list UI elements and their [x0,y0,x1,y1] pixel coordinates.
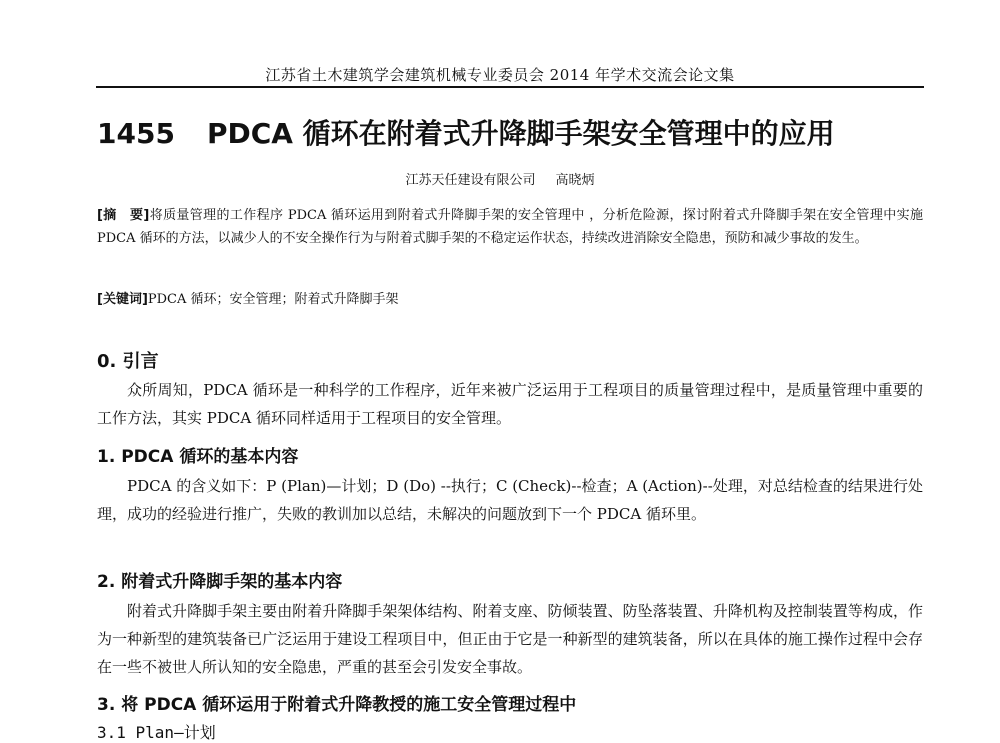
keywords-label: [关键词] [97,292,148,307]
section-paragraph-introduction: 众所周知，PDCA 循环是一种科学的工作程序，近年来被广泛运用于工程项目的质量管理过程中，是质量管理中重要的工作方法，其实 PDCA 循环同样适用于工程项目的安全管理。 [97,381,923,427]
author-line [0,169,1000,188]
article-title-row [97,112,927,152]
section-heading-pdca-basics: 1. PDCA 循环的基本内容 [97,447,299,467]
subsection-heading-plan: 3.1 Plan—计划 [97,723,216,742]
abstract [97,204,923,250]
section-paragraph-pdca-basics: PDCA 的含义如下：P (Plan)—计划；D (Do) --执行；C (Check)--检查；A (Action)--处理，对总结检查的结果进行处理，成功的经验进行推广，失败的教训加以总结，未解决的问题放到下一个 PDCA 循环里。 [97,477,923,523]
section-heading-scaffold-basics: 2. 附着式升降脚手架的基本内容 [97,572,343,592]
article-title: PDCA 循环在附着式升降脚手架安全管理中的应用 [206,117,835,150]
section-paragraph-scaffold-basics: 附着式升降脚手架主要由附着升降脚手架架体结构、附着支座、防倾装置、防坠落装置、升降机构及控制装置等构成，作为一种新型的建筑装备已广泛运用于建设工程项目中，但正由于它是一种新型的建筑装备，所以在具体的施工操作过程中会存在一些不被世人所认知的安全隐患，严重的甚至会引发安全事故。 [97,602,923,676]
keywords-text: PDCA 循环；安全管理；附着式升降脚手架 [147,292,399,307]
section-heading-introduction: 0. 引言 [97,351,159,372]
running-header: 江苏省土木建筑学会建筑机械专业委员会 2014 年学术交流会论文集 [265,66,735,84]
affiliation: 江苏天任建设有限公司 [405,173,536,188]
header-rule [96,86,924,88]
abstract-label: [摘 要] [97,208,150,223]
paper-number: 1455 [97,117,175,150]
keywords [97,288,923,307]
author-name: 高晓炳 [555,173,595,188]
abstract-text: 将质量管理的工作程序 PDCA 循环运用到附着式升降脚手架的安全管理中 ，分析危险源，探讨附着式升降脚手架在安全管理中实施 PDCA 循环的方法，以减少人的不安全操作行为与附着式脚手架的不稳定运作状态，持续改进消除安全隐患，预防和减少事故的发生。 [97,208,923,246]
section-heading-pdca-application: 3. 将 PDCA 循环运用于附着式升降教授的施工安全管理过程中 [97,695,577,715]
